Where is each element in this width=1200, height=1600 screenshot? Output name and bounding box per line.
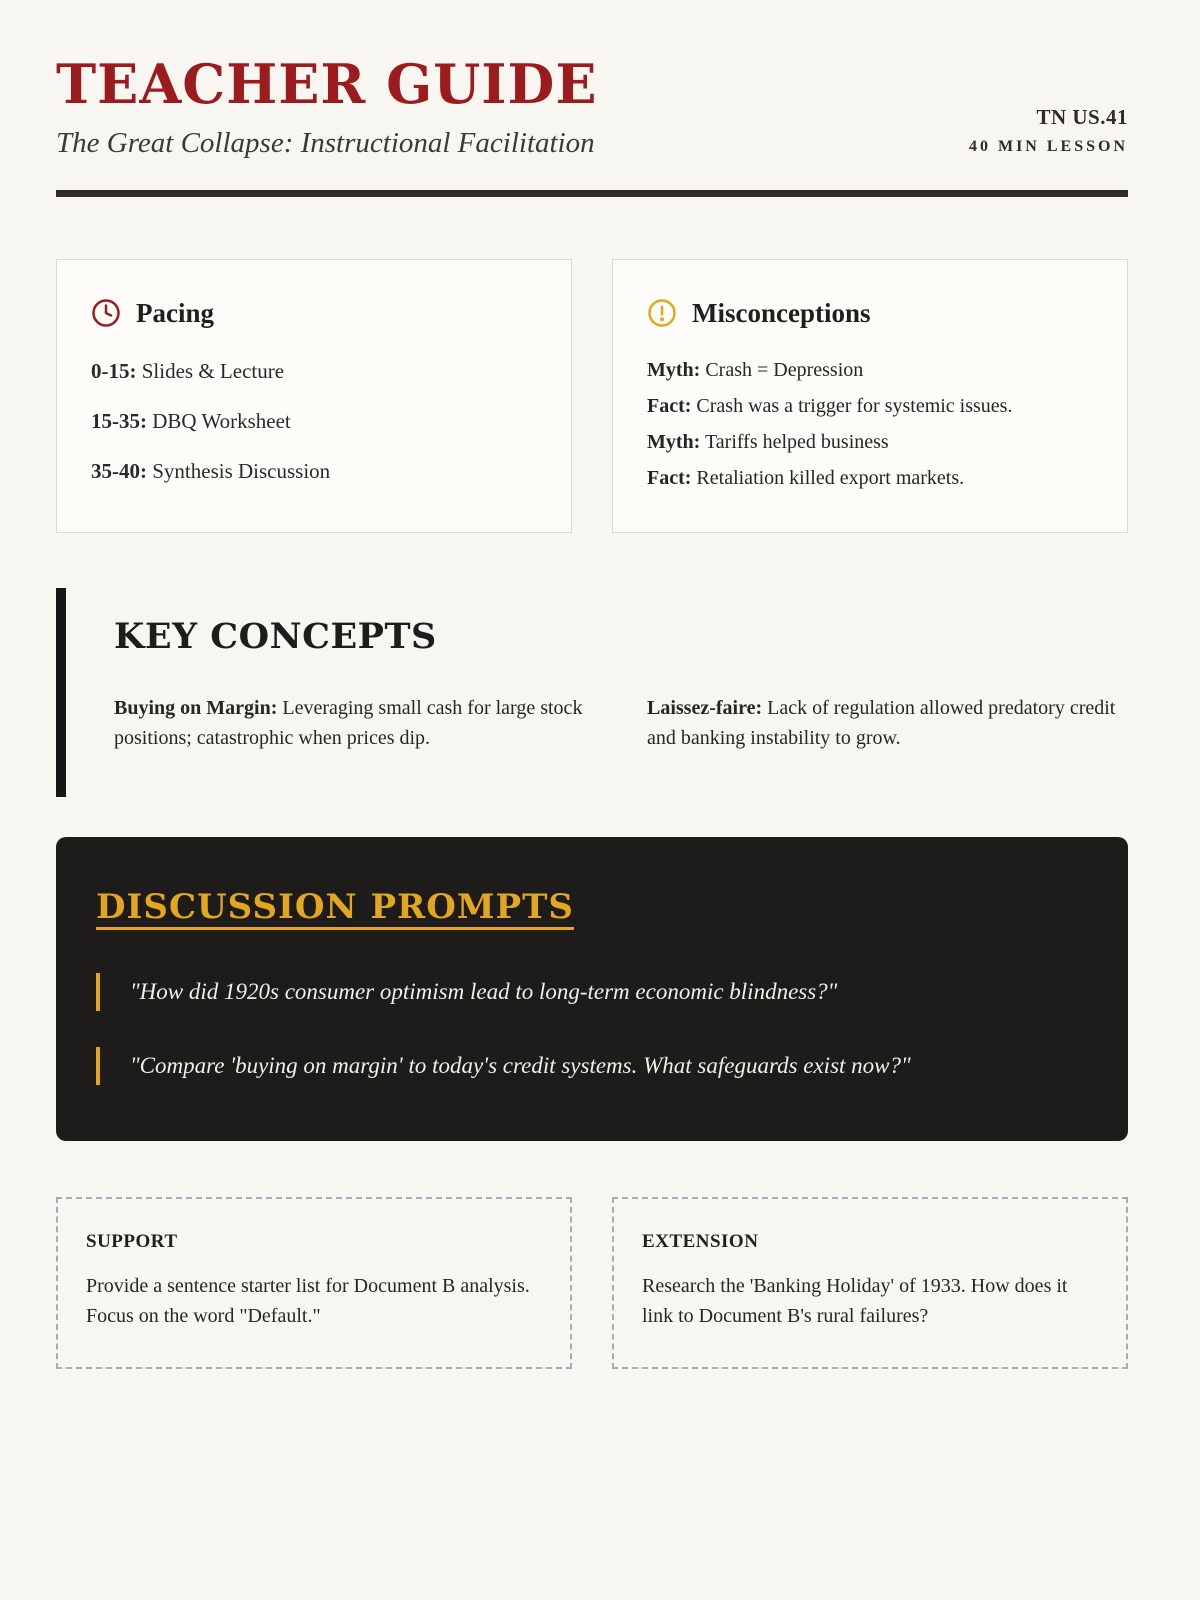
concept-definition: Leveraging small cash for large stock positions; catastrophic when prices dip. <box>114 696 583 749</box>
extension-box <box>612 1197 1128 1369</box>
page-title: TEACHER GUIDE <box>56 52 598 116</box>
misconception-item <box>647 395 1093 418</box>
warning-icon <box>647 298 677 328</box>
concept-definition: Lack of regulation allowed predatory credit and banking instability to grow. <box>647 696 1116 749</box>
standard-code: TN US.41 <box>1036 104 1128 129</box>
pacing-item <box>91 459 537 484</box>
pacing-activity: Slides & Lecture <box>141 358 285 383</box>
pacing-time: 0-15: <box>91 358 137 383</box>
misconception-text: Retaliation killed export markets. <box>696 466 965 489</box>
misconception-label: Fact: <box>647 394 692 417</box>
key-concepts-heading: KEY CONCEPTS <box>114 615 437 657</box>
pacing-time: 15-35: <box>91 408 147 433</box>
support-text: Provide a sentence starter list for Document B analysis. Focus on the word "Default." <box>86 1274 530 1327</box>
misconception-label: Myth: <box>647 430 701 453</box>
discussion-prompts-heading: DISCUSSION PROMPTS <box>96 886 574 927</box>
concept-term: Buying on Margin: <box>114 696 278 719</box>
misconception-text: Crash was a trigger for systemic issues. <box>696 394 1013 417</box>
misconceptions-box <box>612 259 1128 533</box>
misconceptions-heading: Misconceptions <box>692 297 871 328</box>
misconception-text: Crash = Depression <box>705 358 864 381</box>
support-heading: SUPPORT <box>86 1230 178 1252</box>
extension-heading: EXTENSION <box>642 1230 759 1252</box>
misconception-item <box>647 431 1093 454</box>
pacing-activity: Synthesis Discussion <box>152 458 331 483</box>
pacing-heading: Pacing <box>136 297 214 328</box>
notes-row <box>56 1197 1128 1369</box>
info-boxes-row <box>56 259 1128 533</box>
pacing-box <box>56 259 572 533</box>
header-divider-rule <box>56 190 1128 197</box>
pacing-item <box>91 359 537 384</box>
misconception-item <box>647 359 1093 382</box>
discussion-prompts-panel <box>56 837 1128 1141</box>
key-concepts-row <box>114 693 1128 753</box>
pacing-time: 35-40: <box>91 458 147 483</box>
misconception-item <box>647 467 1093 490</box>
key-concepts-section <box>56 588 1128 797</box>
header <box>56 52 1128 160</box>
header-title-block <box>56 52 598 160</box>
pacing-item <box>91 409 537 434</box>
pacing-heading-row <box>91 298 537 329</box>
header-meta <box>969 105 1128 160</box>
concept-term: Laissez-faire: <box>647 696 763 719</box>
misconceptions-heading-row <box>647 298 1093 329</box>
page-subtitle: The Great Collapse: Instructional Facilitation <box>56 126 595 159</box>
misconception-label: Myth: <box>647 358 701 381</box>
discussion-prompt: "Compare 'buying on margin' to today's credit systems. What safeguards exist now?" <box>96 1047 1083 1085</box>
pacing-activity: DBQ Worksheet <box>152 408 291 433</box>
lesson-duration: 40 MIN LESSON <box>968 137 1128 155</box>
support-box <box>56 1197 572 1369</box>
misconception-text: Tariffs helped business <box>704 430 889 453</box>
concept-item <box>114 693 595 753</box>
concept-item <box>647 693 1128 753</box>
clock-icon <box>91 298 121 328</box>
discussion-prompt: "How did 1920s consumer optimism lead to long-term economic blindness?" <box>96 973 1083 1011</box>
extension-text: Research the 'Banking Holiday' of 1933. How does it link to Document B's rural failures? <box>642 1274 1068 1327</box>
misconception-label: Fact: <box>647 466 692 489</box>
